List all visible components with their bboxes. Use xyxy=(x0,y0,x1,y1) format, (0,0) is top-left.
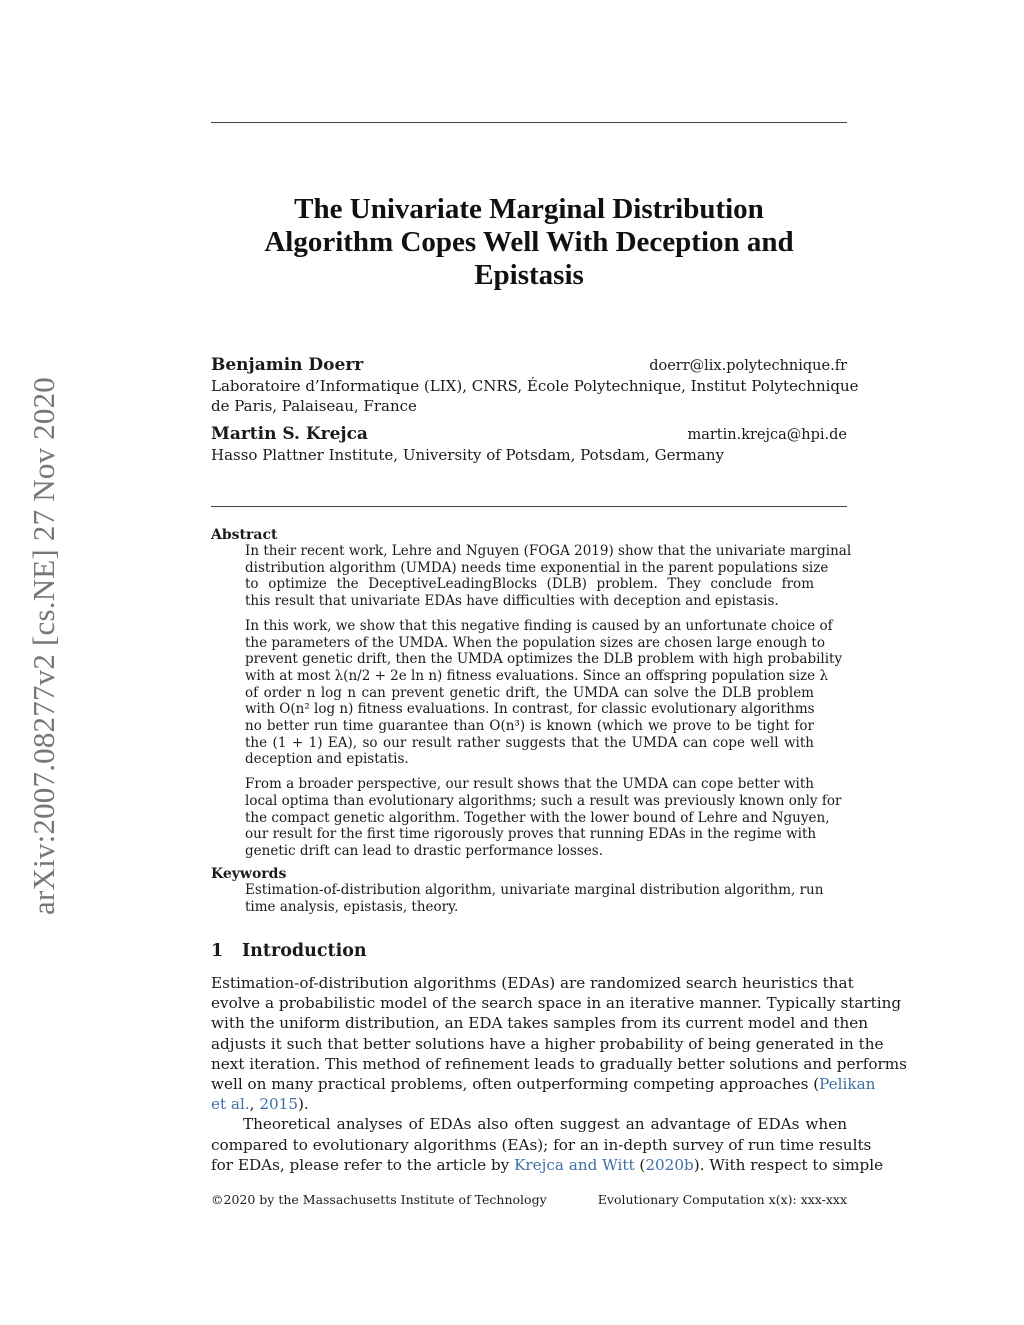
abstract-line: of order n log n can prevent genetic drift, the UMDA can solve the DLB problem xyxy=(245,684,814,701)
abstract-rule xyxy=(211,506,847,507)
abstract-line: local optima than evolutionary algorithms; such a result was previously known only for xyxy=(245,792,842,809)
keywords-line: Estimation-of-distribution algorithm, univariate marginal distribution algorithm, run xyxy=(245,882,824,898)
citation-link[interactable]: et al. xyxy=(211,1095,250,1114)
abstract-line: In their recent work, Lehre and Nguyen (FOGA 2019) show that the univariate marginal xyxy=(245,543,852,559)
section-number: 1 xyxy=(211,941,224,961)
abstract-line: deception and epistatis. xyxy=(245,751,409,768)
body-line: evolve a probabilistic model of the search space in an iterative manner. Typically starting xyxy=(211,994,902,1013)
body-line: Estimation-of-distribution algorithms (EDAs) are randomized search heuristics that xyxy=(211,974,854,992)
title-line: Algorithm Copes Well With Deception and xyxy=(264,226,794,258)
author-affiliation: Hasso Plattner Institute, University of Potsdam, Potsdam, Germany xyxy=(211,446,724,464)
citation-year-link[interactable]: 2020b xyxy=(645,1155,694,1174)
author-email[interactable]: doerr@lix.polytechnique.fr xyxy=(649,358,847,374)
citation-link[interactable]: Pelikan xyxy=(819,1075,876,1094)
abstract-body xyxy=(245,543,852,860)
title-line: Epistasis xyxy=(474,259,584,291)
citation-year-link[interactable]: 2015 xyxy=(259,1095,298,1114)
body-line: next iteration. This method of refinement leads to gradually better solutions and performs xyxy=(211,1054,907,1073)
author-name: Martin S. Krejca xyxy=(211,424,368,444)
abstract-line: the (1 + 1) EA), so our result rather suggests that the UMDA can cope well with xyxy=(245,734,814,751)
abstract-label: Abstract xyxy=(211,527,278,543)
keywords-label: Keywords xyxy=(211,866,287,882)
body-line: for EDAs, please refer to the article by Krejca and Witt (2020b). With respect to simple xyxy=(211,1155,884,1174)
abstract-line: From a broader perspective, our result shows that the UMDA can cope better with xyxy=(245,776,814,793)
citation-link[interactable]: Krejca and Witt xyxy=(514,1155,635,1174)
keywords-body xyxy=(245,882,824,915)
author-block-2 xyxy=(211,424,847,465)
abstract-line: the parameters of the UMDA. When the population sizes are chosen large enough to xyxy=(245,634,825,651)
abstract-line: with at most λ(n/2 + 2e ln n) fitness evaluations. Since an offspring population size λ xyxy=(245,667,829,684)
abstract-line: no better run time guarantee than O(n³) is known (which we prove to be tight for xyxy=(245,718,814,735)
section-title: Introduction xyxy=(242,941,367,961)
footer-copyright: ©2020 by the Massachusetts Institute of Technology xyxy=(211,1192,547,1207)
section-heading-introduction xyxy=(211,941,367,961)
author-affiliation: de Paris, Palaiseau, France xyxy=(211,397,417,415)
body-line: et al., 2015). xyxy=(211,1095,309,1114)
title-line: The Univariate Marginal Distribution xyxy=(294,193,764,225)
abstract-line: the compact genetic algorithm. Together with the lower bound of Lehre and Nguyen, xyxy=(245,809,830,826)
body-line: with the uniform distribution, an EDA takes samples from its current model and then xyxy=(211,1014,869,1033)
abstract-line: this result that univariate EDAs have difficulties with deception and epistasis. xyxy=(245,593,779,610)
paper-title xyxy=(211,193,847,292)
abstract-line: prevent genetic drift, then the UMDA optimizes the DLB problem with high probability xyxy=(245,651,843,668)
body-line: Theoretical analyses of EDAs also often suggest an advantage of EDAs when xyxy=(243,1115,847,1134)
footer-journal: Evolutionary Computation x(x): xxx-xxx xyxy=(597,1192,847,1207)
body-line: well on many practical problems, often outperforming competing approaches (Pelikan xyxy=(211,1075,876,1094)
abstract-line: genetic drift can lead to drastic performance losses. xyxy=(245,842,603,859)
introduction-body xyxy=(211,973,907,1175)
page-footer xyxy=(211,1192,847,1207)
author-email[interactable]: martin.krejca@hpi.de xyxy=(687,427,847,443)
abstract-line: our result for the first time rigorously proves that running EDAs in the regime with xyxy=(245,826,817,843)
keywords-line: time analysis, epistasis, theory. xyxy=(245,898,459,915)
body-line: compared to evolutionary algorithms (EAs); for an in-depth survey of run time results xyxy=(211,1135,872,1154)
abstract-line: distribution algorithm (UMDA) needs time exponential in the parent populations size xyxy=(245,559,829,576)
author-affiliation: Laboratoire d’Informatique (LIX), CNRS, École Polytechnique, Institut Polytechnique xyxy=(211,377,859,395)
body-line: adjusts it such that better solutions have a higher probability of being generated in the xyxy=(211,1034,884,1053)
top-rule xyxy=(211,122,847,123)
abstract-line: In this work, we show that this negative finding is caused by an unfortunate choice of xyxy=(245,617,833,634)
author-block-1 xyxy=(211,355,859,416)
abstract-line: to optimize the DeceptiveLeadingBlocks (DLB) problem. They conclude from xyxy=(245,576,814,593)
author-name: Benjamin Doerr xyxy=(211,355,364,375)
abstract-line: with O(n² log n) fitness evaluations. In contrast, for classic evolutionary algorithms xyxy=(245,701,815,718)
arxiv-stamp: arXiv:2007.08277v2 [cs.NE] 27 Nov 2020 xyxy=(26,377,61,915)
